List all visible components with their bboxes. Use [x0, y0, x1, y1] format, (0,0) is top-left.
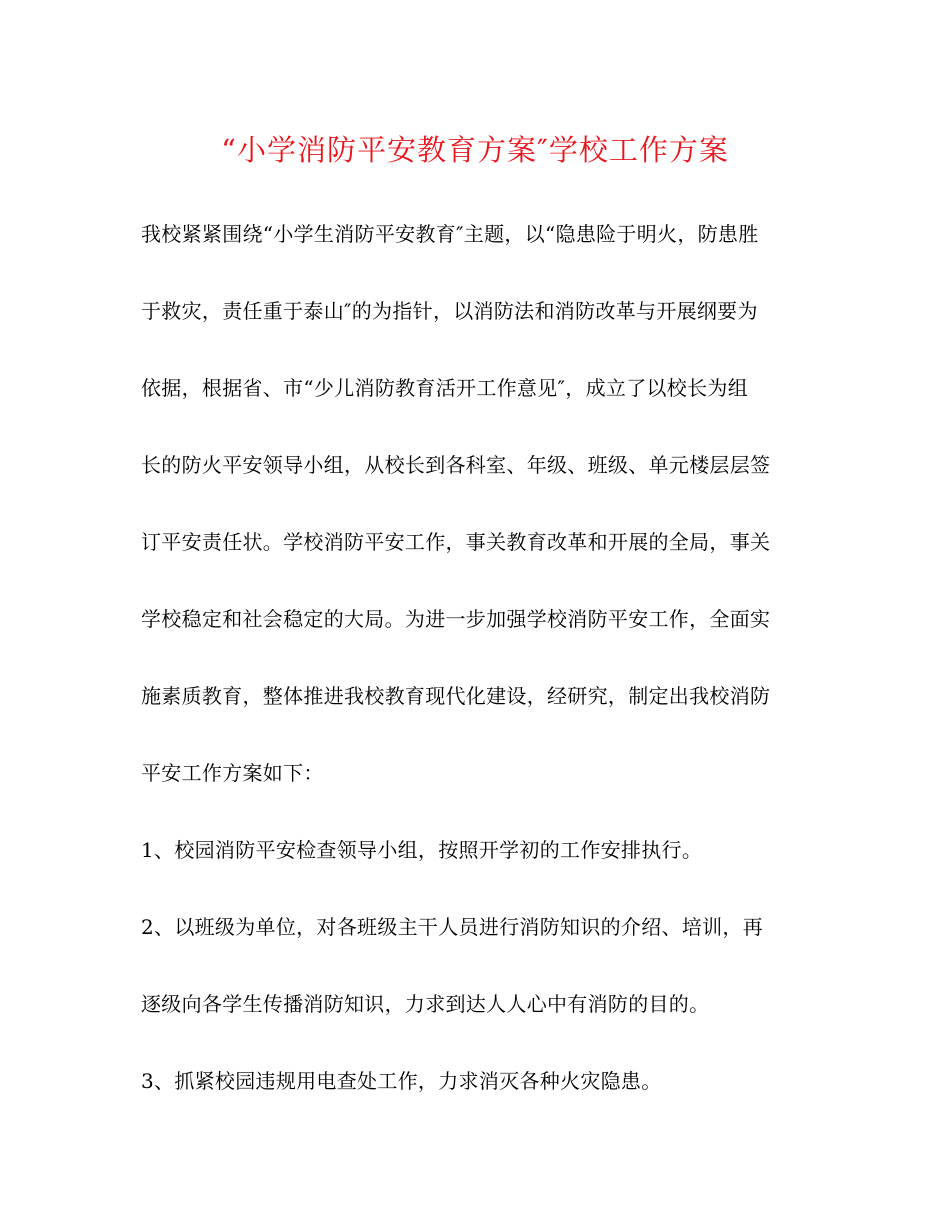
body-line: 长的防火平安领导小组，从校长到各科室、年级、班级、单元楼层层签 — [141, 453, 771, 477]
body-line: 于救灾，责任重于泰山″的为指针，以消防法和消防改革与开展纲要为 — [141, 299, 758, 323]
list-item-2: 2、以班级为单位，对各班级主干人员进行消防知识的介绍、培训，再 — [141, 915, 764, 939]
body-line: 订平安责任状。学校消防平安工作，事关教育改革和开展的全局，事关 — [141, 530, 771, 554]
list-item-1: 1、校园消防平安检查领导小组，按照开学初的工作安排执行。 — [141, 838, 703, 862]
document-title: “小学消防平安教育方案″学校工作方案 — [221, 133, 729, 167]
list-item-2-continued: 逐级向各学生传播消防知识，力求到达人人心中有消防的目的。 — [141, 992, 710, 1016]
list-item-3: 3、抓紧校园违规用电查处工作，力求消灭各种火灾隐患。 — [141, 1069, 662, 1093]
body-line: 依据，根据省、市“少儿消防教育活开工作意见″，成立了以校长为组 — [141, 376, 748, 400]
document-body — [141, 210, 821, 1134]
body-line: 平安工作方案如下： — [141, 761, 324, 785]
body-line: 学校稳定和社会稳定的大局。为进一步加强学校消防平安工作，全面实 — [141, 607, 771, 631]
body-line: 我校紧紧围绕“小学生消防平安教育″主题，以“隐患险于明火，防患胜 — [141, 222, 759, 246]
body-line: 施素质教育，整体推进我校教育现代化建设，经研究，制定出我校消防 — [141, 684, 771, 708]
